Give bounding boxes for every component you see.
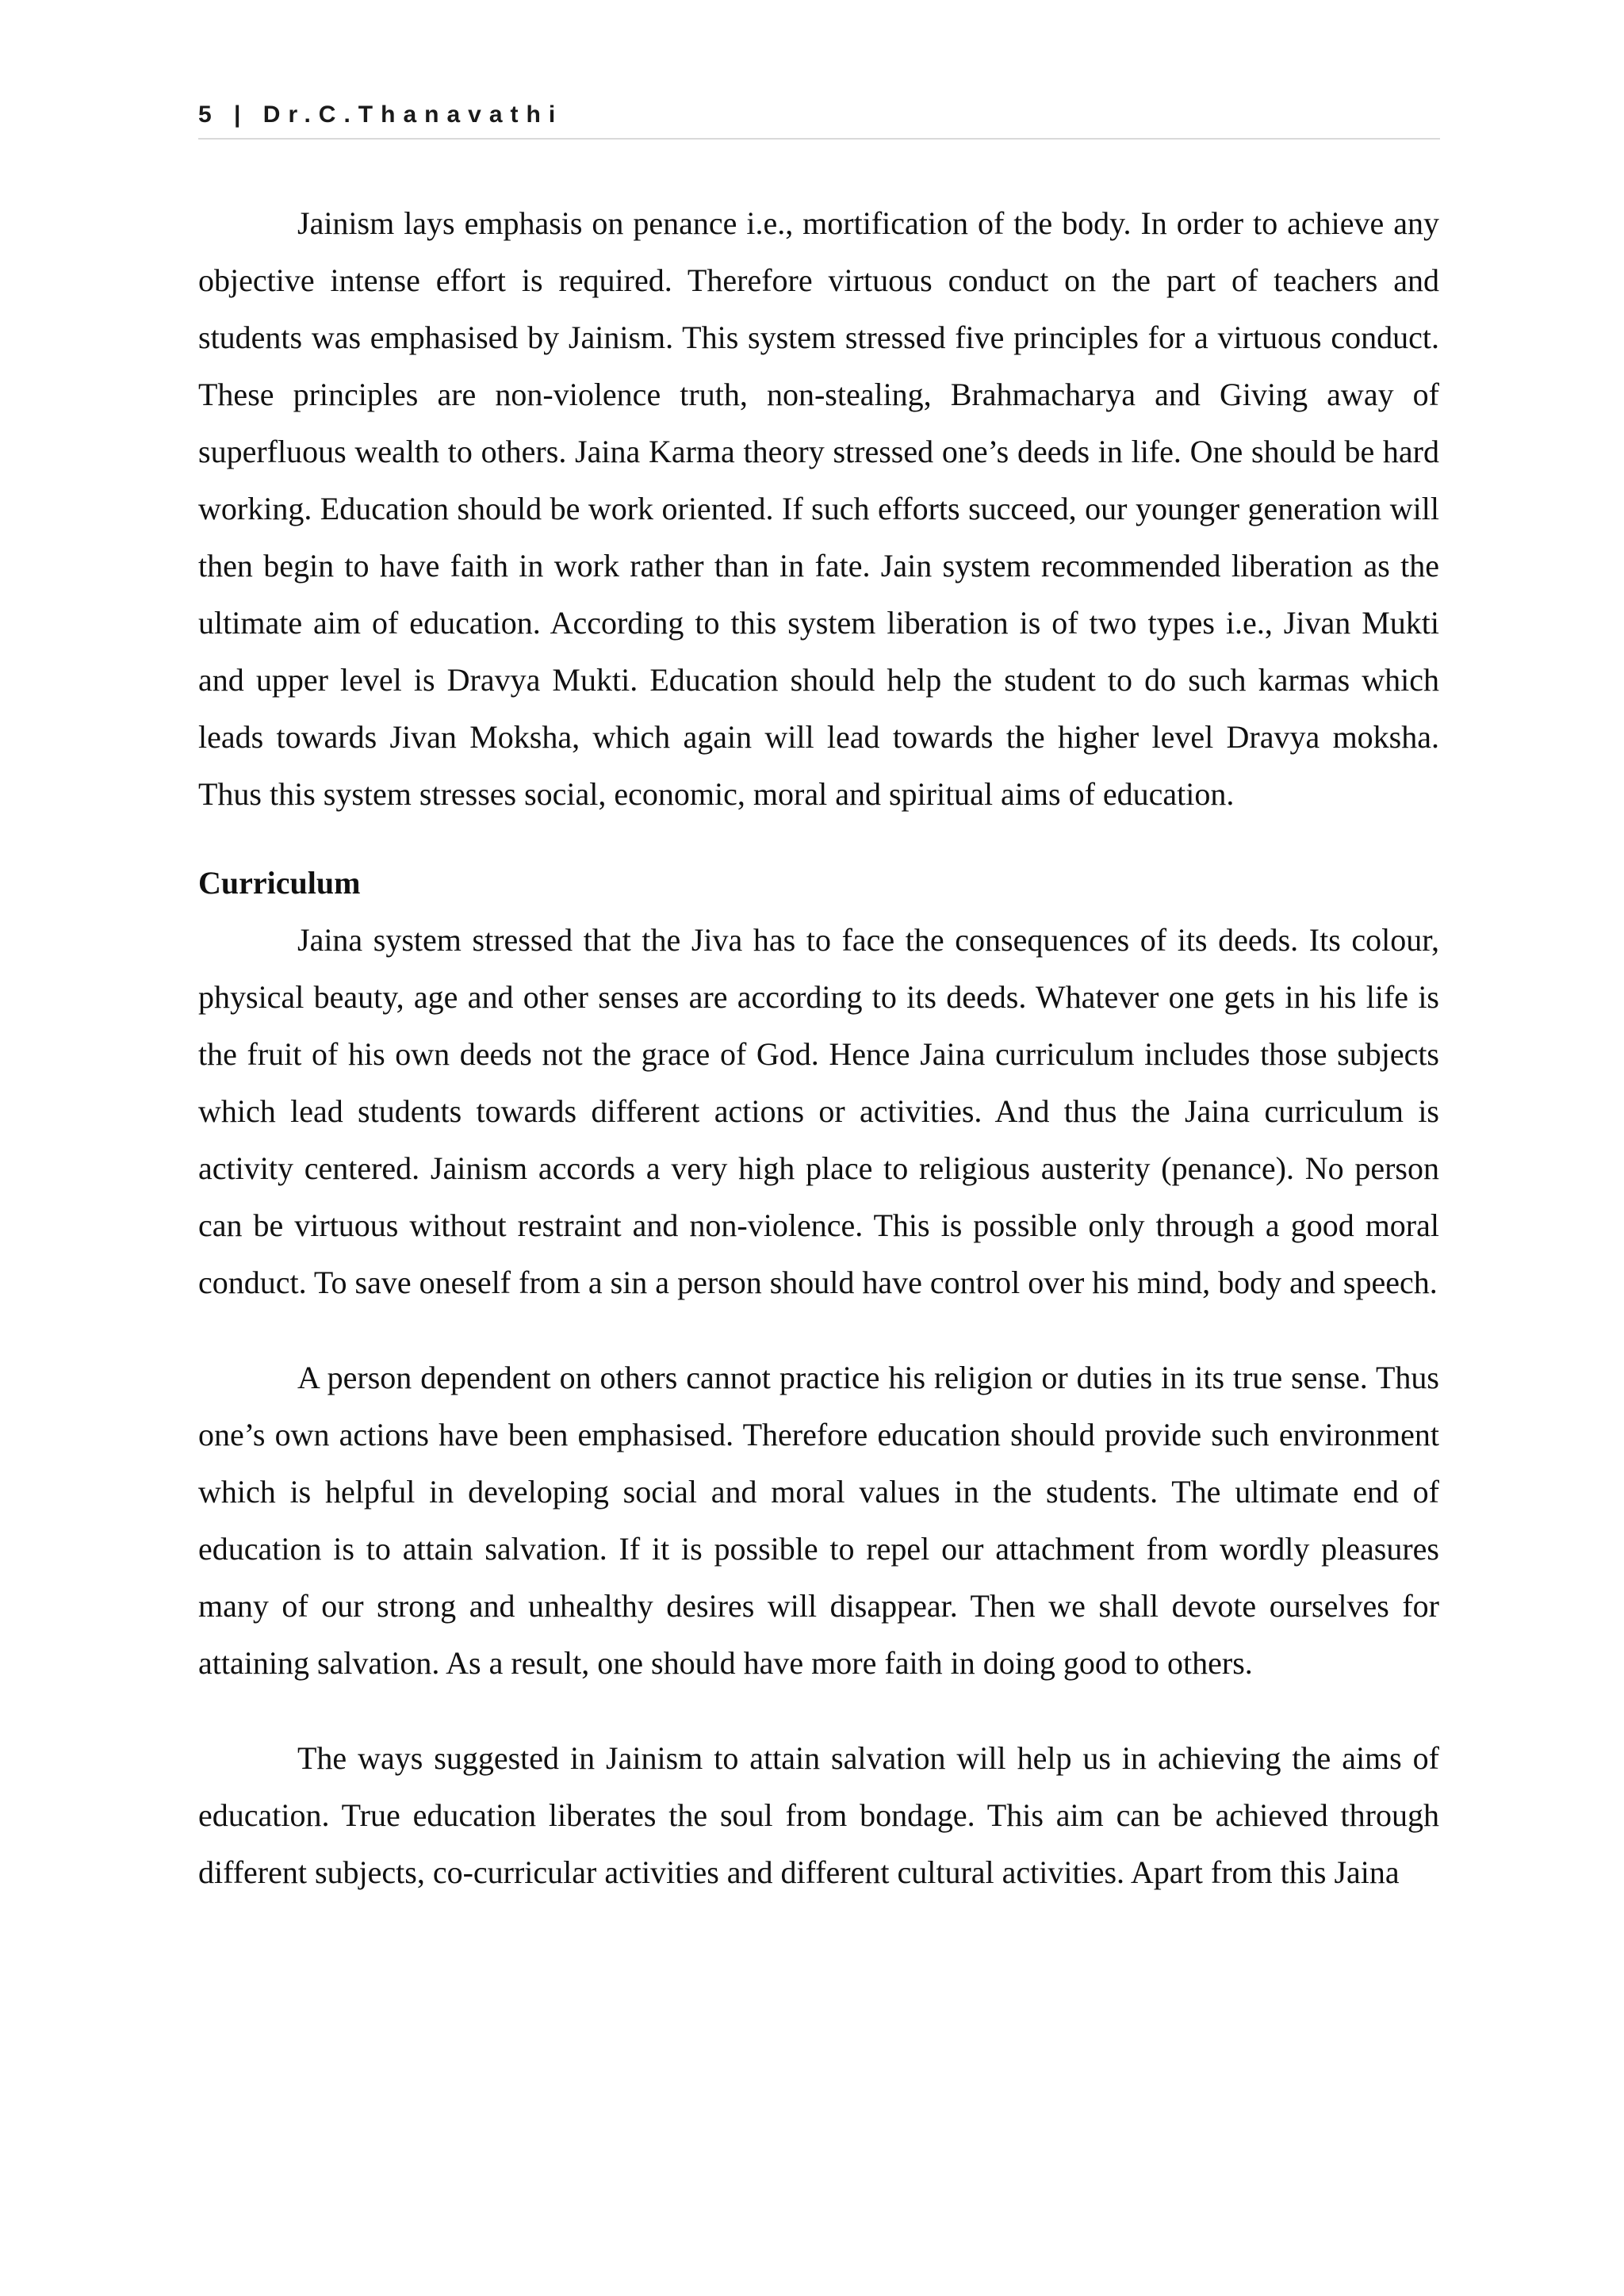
paragraph-dependence: A person dependent on others cannot practice his religion or duties in its true sense. Thus one’s own actions have been emphasised. Therefore education should provide such environment which is helpful in developing social and moral values in the students. The ultimate end of education is to attain salvation. If it is possible to repel our attachment from wordly pleasures many of our strong and unhealthy desires will disappear. Then we shall devote ourselves for attaining salvation. As a result, one should have more faith in doing good to others. (198, 1360, 1439, 1681)
body-text (198, 195, 1439, 1901)
header-author: Dr.C.Thanavathi (262, 101, 564, 128)
page-number: 5 (198, 101, 220, 128)
paragraph-curriculum: Jaina system stressed that the Jiva has to face the consequences of its deeds. Its colour, physical beauty, age and other senses are according to its deeds. Whatever one gets in his life is the fruit of his own deeds not the grace of God. Hence Jaina curriculum includes those subjects which lead students towards different actions or activities. And thus the Jaina curriculum is activity centered. Jainism accords a very high place to religious austerity (penance). No person can be virtuous without restraint and non-violence. This is possible only through a good moral conduct. To save oneself from a sin a person should have control over his mind, body and speech. (198, 922, 1439, 1300)
paragraph-salvation: The ways suggested in Jainism to attain salvation will help us in achieving the aims of education. True education liberates the soul from bondage. This aim can be achieved through different subjects, co-curricular activities and different cultural activities. Apart from this Jaina (198, 1740, 1439, 1890)
section-heading-curriculum: Curriculum (198, 865, 361, 901)
header-separator: | (234, 101, 249, 128)
paragraph-aims: Jainism lays emphasis on penance i.e., mortification of the body. In order to achieve any objective intense effort is required. Therefore virtuous conduct on the part of teachers and students was emphasised by Jainism. This system stressed five principles for a virtuous conduct. These principles are non-violence truth, non-stealing, Brahmacharya and Giving away of superfluous wealth to others. Jaina Karma theory stressed one’s deeds in life. One should be hard working. Education should be work oriented. If such efforts succeed, our younger generation will then begin to have faith in work rather than in fate. Jain system recommended liberation as the ultimate aim of education. According to this system liberation is of two types i.e., Jivan Mukti and upper level is Dravya Mukti. Education should help the student to do such karmas which leads towards Jivan Moksha, which again will lead towards the higher level Dravya moksha. Thus this system stresses social, economic, moral and spiritual aims of education. (198, 205, 1439, 812)
running-header (198, 101, 1440, 140)
